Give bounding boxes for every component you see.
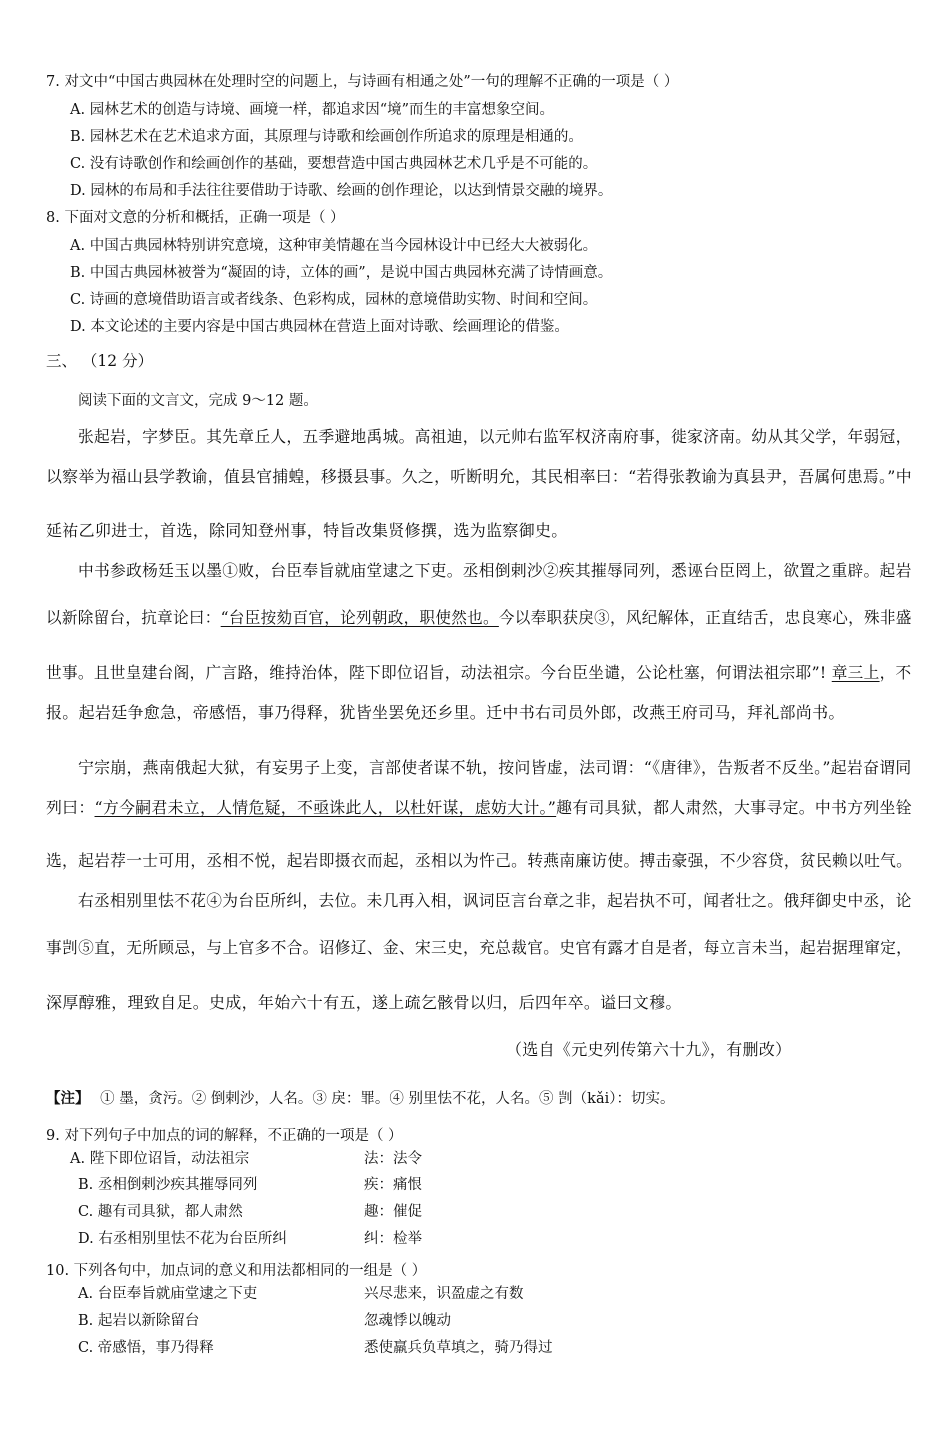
q10-stem: 10. 下列各句中，加点词的意义和用法都相同的一组是（ ） (46, 1263, 427, 1279)
passage-p2-line3-start: 世事。且世皇建台阁，广言路，维持治体，陛下即位诏旨，动法祖宗。今台臣坐谴，公论杜塞，何谓法祖宗耶”! (46, 663, 832, 682)
passage-p3-line2 (46, 795, 912, 818)
passage-p3-line3: 选，起岩荐一士可用，丞相不悦，起岩即摄衣而起，丞相以为忤己。转燕南廉访使。搏击豪强，不少容贷，贫民赖以吐气。 (46, 851, 913, 870)
passage-p3-line2-start: 列曰： (46, 798, 95, 817)
passage-p1-line1: 张起岩，字梦臣。其先章丘人，五季避地禹城。高祖迪，以元帅右监军权济南府事，徙家济南。幼从其父学，年弱冠， (78, 427, 912, 446)
q10-row-a-left: A. 台臣奉旨就庙堂逮之下吏 (78, 1286, 258, 1302)
q7-option-c: C. 没有诗歌创作和绘画创作的基础，要想营造中国古典园林艺术几乎是不可能的。 (70, 156, 598, 172)
passage-p2-line1: 中书参政杨廷玉以墨①败，台臣奉旨就庙堂逮之下吏。丞相倒剌沙②疾其摧辱同列，悉诬台臣罔上，欲置之重辟。起岩 (78, 561, 912, 580)
q10-row-c-right: 悉使羸兵负草填之，骑乃得过 (364, 1340, 553, 1356)
underlined-zhang-san-shang: 章三上 (831, 663, 880, 682)
q9-stem: 9. 对下列句子中加点的词的解释，不正确的一项是（ ） (46, 1128, 403, 1144)
passage-p3-line1: 宁宗崩，燕南俄起大狱，有妄男子上变，言部使者谋不轨，按问皆虚，法司谓：“《唐律》，告叛者不反坐。”起岩奋谓同 (78, 758, 912, 777)
q7-option-a: A. 园林艺术的创造与诗境、画境一样，都追求因“境”而生的丰富想象空间。 (70, 102, 555, 118)
passage-p2-line2-start: 以新除留台，抗章论曰： (46, 608, 221, 627)
q9-row-b-left: B. 丞相倒剌沙疾其摧辱同列 (78, 1177, 258, 1193)
passage-p2-line3-end: ，不 (879, 663, 912, 682)
section-title: 三、 （12 分） (46, 352, 154, 370)
q10-row-c-left: C. 帝感悟，事乃得释 (78, 1340, 214, 1356)
q9-row-c-left: C. 趣有司具狱，都人肃然 (78, 1204, 243, 1220)
q9-row-c-right: 趣：催促 (364, 1204, 422, 1220)
passage-p1-line2: 以察举为福山县学教谕，值县官捕蝗，移摄县事。久之，听断明允，其民相率曰：“若得张教谕为真县尹，吾属何患焉。”中 (46, 467, 912, 486)
passage-p4-line3: 深厚醇雅，理致自足。史成，年始六十有五，遂上疏乞骸骨以归，后四年卒。谥曰文穆。 (46, 993, 682, 1012)
notes-text: ① 墨，贪污。② 倒剌沙，人名。③ 戾：罪。④ 别里怯不花，人名。⑤ 剀（kǎi）：切实。 (100, 1091, 675, 1107)
passage-source: （选自《元史列传第六十九》，有删改） (506, 1040, 792, 1059)
q10-row-b-left: B. 起岩以新除留台 (78, 1313, 200, 1329)
q9-row-d-left: D. 右丞相别里怯不花为台臣所纠 (78, 1231, 287, 1247)
q10-row-b-right: 忽魂悸以魄动 (364, 1313, 451, 1329)
q9-row-a-right: 法：法令 (364, 1151, 422, 1167)
passage-p2-line2 (46, 605, 912, 628)
passage-p2-line4: 报。起岩廷争愈急，帝感悟，事乃得释，犹皆坐罢免还乡里。迁中书右司员外郎，改燕王府司马，拜礼部尚书。 (46, 703, 845, 722)
q8-option-b: B. 中国古典园林被誉为“凝固的诗，立体的画”，是说中国古典园林充满了诗情画意。 (70, 265, 613, 281)
passage-p2-line2-end: 今以奉职获戾③，风纪解体，正直结舌，忠良寒心，殊非盛 (498, 608, 912, 627)
q8-stem: 8. 下面对文意的分析和概括，正确一项是（ ） (46, 210, 345, 226)
q10-row-a-right: 兴尽悲来，识盈虚之有数 (364, 1286, 524, 1302)
q7-stem: 7. 对文中“中国古典园林在处理时空的问题上，与诗画有相通之处”一句的理解不正确的一项是（ ） (46, 74, 679, 90)
q9-row-b-right: 疾：痛恨 (364, 1177, 422, 1193)
section-intro: 阅读下面的文言文，完成 9～12 题。 (78, 393, 318, 409)
passage-p4-line2: 事剀⑤直，无所顾忌，与上官多不合。诏修辽、金、宋三史，充总裁官。史官有露才自是者，每立言未当，起岩据理窜定， (46, 938, 913, 957)
q8-option-d: D. 本文论述的主要内容是中国古典园林在营造上面对诗歌、绘画理论的借鉴。 (70, 319, 569, 335)
passage-p3-line2-end: 趣有司具狱，都人肃然，大事寻定。中书方列坐铨 (556, 798, 912, 817)
passage-p1-line3: 延祐乙卯进士，首选，除同知登州事，特旨改集贤修撰，选为监察御史。 (46, 521, 568, 540)
underlined-quote-2: “方今嗣君未立，人情危疑，不亟诛此人，以杜奸谋，虑妨大计。” (94, 798, 557, 817)
q8-option-c: C. 诗画的意境借助语言或者线条、色彩构成，园林的意境借助实物、时间和空间。 (70, 292, 598, 308)
passage-p4-line1: 右丞相别里怯不花④为台臣所纠，去位。未几再入相，讽词臣言台章之非，起岩执不可，闻者壮之。俄拜御史中丞，论 (78, 891, 912, 910)
passage-p2-line3 (46, 660, 911, 683)
q8-option-a: A. 中国古典园林特别讲究意境，这种审美情趣在当今园林设计中已经大大被弱化。 (70, 238, 598, 254)
q9-row-a-left: A. 陛下即位诏旨，动法祖宗 (70, 1151, 250, 1167)
notes-label: 【注】 (46, 1090, 90, 1107)
q7-option-d: D. 园林的布局和手法往往要借助于诗歌、绘画的创作理论，以达到情景交融的境界。 (70, 183, 613, 199)
q7-option-b: B. 园林艺术在艺术追求方面，其原理与诗歌和绘画创作所追求的原理是相通的。 (70, 129, 583, 145)
q9-row-d-right: 纠：检举 (364, 1231, 422, 1247)
underlined-quote-1: “台臣按劾百官，论列朝政，职使然也。 (220, 608, 499, 627)
notes (46, 1087, 674, 1108)
